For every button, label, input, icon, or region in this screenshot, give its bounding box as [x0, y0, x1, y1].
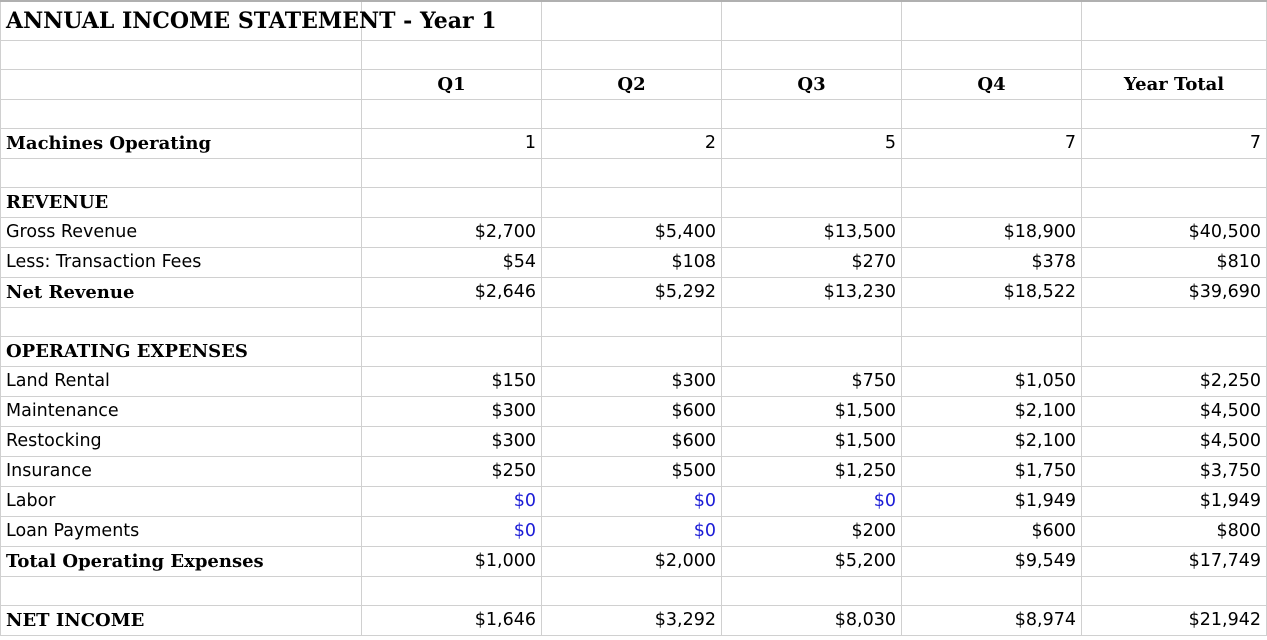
value-cell[interactable]: $8,030: [722, 606, 902, 636]
cell[interactable]: [1082, 41, 1267, 70]
cell[interactable]: [722, 577, 902, 606]
operating-expenses-heading-row: [1, 337, 1267, 367]
section-heading[interactable]: REVENUE: [1, 188, 362, 218]
value-cell[interactable]: $300: [362, 397, 542, 427]
value-cell[interactable]: $810: [1082, 248, 1267, 278]
blank-row: [1, 100, 1267, 129]
value-cell[interactable]: $800: [1082, 517, 1267, 547]
column-header-q1[interactable]: Q1: [362, 70, 542, 100]
value-cell[interactable]: $3,292: [542, 606, 722, 636]
value-cell[interactable]: $250: [362, 457, 542, 487]
cell[interactable]: [1, 159, 362, 188]
cell[interactable]: [542, 41, 722, 70]
value-cell[interactable]: $150: [362, 367, 542, 397]
row-label[interactable]: Land Rental: [1, 367, 362, 397]
cell[interactable]: [902, 308, 1082, 337]
value-cell[interactable]: $3,750: [1082, 457, 1267, 487]
value-cell[interactable]: $600: [542, 427, 722, 457]
row-label[interactable]: Gross Revenue: [1, 218, 362, 248]
row-label[interactable]: Maintenance: [1, 397, 362, 427]
cell[interactable]: [902, 100, 1082, 129]
value-cell[interactable]: $1,500: [722, 427, 902, 457]
value-cell[interactable]: $1,646: [362, 606, 542, 636]
value-cell[interactable]: $270: [722, 248, 902, 278]
cell[interactable]: [722, 308, 902, 337]
value-cell[interactable]: $750: [722, 367, 902, 397]
value-cell[interactable]: $600: [902, 517, 1082, 547]
table-row: [1, 427, 1267, 457]
cell[interactable]: [902, 577, 1082, 606]
cell[interactable]: [362, 337, 542, 367]
column-header-year-total[interactable]: Year Total: [1082, 70, 1267, 100]
cell[interactable]: [902, 337, 1082, 367]
section-heading[interactable]: OPERATING EXPENSES: [1, 337, 362, 367]
value-cell[interactable]: 1: [362, 129, 542, 159]
input-value-cell[interactable]: $0: [542, 487, 722, 517]
value-cell[interactable]: $300: [542, 367, 722, 397]
value-cell[interactable]: $108: [542, 248, 722, 278]
input-value-cell[interactable]: $0: [542, 517, 722, 547]
value-cell[interactable]: $5,200: [722, 547, 902, 577]
value-cell[interactable]: $2,100: [902, 427, 1082, 457]
value-cell[interactable]: $2,100: [902, 397, 1082, 427]
blank-row: [1, 41, 1267, 70]
cell[interactable]: [362, 308, 542, 337]
cell[interactable]: [902, 41, 1082, 70]
value-cell[interactable]: $4,500: [1082, 427, 1267, 457]
table-row: [1, 248, 1267, 278]
input-value-cell[interactable]: $0: [362, 487, 542, 517]
value-cell[interactable]: $5,292: [542, 278, 722, 308]
total-operating-expenses-row: [1, 547, 1267, 577]
column-header-q2[interactable]: Q2: [542, 70, 722, 100]
net-revenue-row: [1, 278, 1267, 308]
value-cell[interactable]: 5: [722, 129, 902, 159]
value-cell[interactable]: $1,949: [1082, 487, 1267, 517]
cell[interactable]: [542, 159, 722, 188]
cell[interactable]: [902, 1, 1082, 41]
value-cell[interactable]: $8,974: [902, 606, 1082, 636]
column-header-row: [1, 70, 1267, 100]
table-row: [1, 517, 1267, 547]
cell[interactable]: [722, 41, 902, 70]
cell[interactable]: [1082, 577, 1267, 606]
value-cell[interactable]: $18,900: [902, 218, 1082, 248]
cell[interactable]: [902, 188, 1082, 218]
row-label[interactable]: Insurance: [1, 457, 362, 487]
blank-row: [1, 159, 1267, 188]
cell[interactable]: [1082, 308, 1267, 337]
column-header-q4[interactable]: Q4: [902, 70, 1082, 100]
value-cell[interactable]: $2,250: [1082, 367, 1267, 397]
cell[interactable]: [1, 70, 362, 100]
cell[interactable]: [542, 308, 722, 337]
title-row: [1, 1, 1267, 41]
row-label[interactable]: Machines Operating: [1, 129, 362, 159]
cell[interactable]: [1, 41, 362, 70]
cell[interactable]: [542, 577, 722, 606]
cell[interactable]: [542, 100, 722, 129]
value-cell[interactable]: 7: [902, 129, 1082, 159]
cell[interactable]: [1082, 159, 1267, 188]
table-row: [1, 397, 1267, 427]
row-label[interactable]: Less: Transaction Fees: [1, 248, 362, 278]
value-cell[interactable]: $40,500: [1082, 218, 1267, 248]
value-cell[interactable]: $2,000: [542, 547, 722, 577]
cell[interactable]: [1082, 100, 1267, 129]
cell[interactable]: [542, 337, 722, 367]
column-header-q3[interactable]: Q3: [722, 70, 902, 100]
cell[interactable]: [362, 100, 542, 129]
cell[interactable]: [722, 159, 902, 188]
cell[interactable]: [542, 1, 722, 41]
value-cell[interactable]: $39,690: [1082, 278, 1267, 308]
cell[interactable]: [722, 337, 902, 367]
value-cell[interactable]: $600: [542, 397, 722, 427]
blank-row: [1, 577, 1267, 606]
value-cell[interactable]: $378: [902, 248, 1082, 278]
cell[interactable]: [1, 577, 362, 606]
cell[interactable]: [362, 188, 542, 218]
cell[interactable]: [722, 188, 902, 218]
cell[interactable]: [1082, 337, 1267, 367]
value-cell[interactable]: $18,522: [902, 278, 1082, 308]
value-cell[interactable]: $1,750: [902, 457, 1082, 487]
cell[interactable]: [1082, 1, 1267, 41]
cell[interactable]: [362, 41, 542, 70]
row-label[interactable]: Net Revenue: [1, 278, 362, 308]
cell[interactable]: [362, 577, 542, 606]
row-label[interactable]: Loan Payments: [1, 517, 362, 547]
value-cell[interactable]: $300: [362, 427, 542, 457]
table-row: [1, 457, 1267, 487]
value-cell[interactable]: $4,500: [1082, 397, 1267, 427]
cell[interactable]: [722, 1, 902, 41]
value-cell[interactable]: $54: [362, 248, 542, 278]
value-cell[interactable]: $5,400: [542, 218, 722, 248]
value-cell[interactable]: $1,000: [362, 547, 542, 577]
row-label[interactable]: NET INCOME: [1, 606, 362, 636]
value-cell[interactable]: $2,646: [362, 278, 542, 308]
input-value-cell[interactable]: $0: [722, 487, 902, 517]
table-row: [1, 218, 1267, 248]
value-cell[interactable]: 2: [542, 129, 722, 159]
table-row: [1, 367, 1267, 397]
value-cell[interactable]: $200: [722, 517, 902, 547]
value-cell[interactable]: $500: [542, 457, 722, 487]
value-cell[interactable]: $1,050: [902, 367, 1082, 397]
cell[interactable]: [542, 188, 722, 218]
value-cell[interactable]: $1,250: [722, 457, 902, 487]
value-cell[interactable]: $2,700: [362, 218, 542, 248]
cell[interactable]: [1082, 188, 1267, 218]
table-row: [1, 487, 1267, 517]
value-cell[interactable]: $17,749: [1082, 547, 1267, 577]
revenue-heading-row: [1, 188, 1267, 218]
cell[interactable]: [362, 159, 542, 188]
row-label[interactable]: Total Operating Expenses: [1, 547, 362, 577]
cell[interactable]: [902, 159, 1082, 188]
cell[interactable]: [722, 100, 902, 129]
value-cell[interactable]: $21,942: [1082, 606, 1267, 636]
value-cell[interactable]: $1,500: [722, 397, 902, 427]
machines-operating-row: [1, 129, 1267, 159]
value-cell[interactable]: 7: [1082, 129, 1267, 159]
row-label[interactable]: Labor: [1, 487, 362, 517]
value-cell[interactable]: $13,230: [722, 278, 902, 308]
blank-row: [1, 308, 1267, 337]
statement-title[interactable]: ANNUAL INCOME STATEMENT - Year 1: [1, 1, 362, 41]
value-cell[interactable]: $9,549: [902, 547, 1082, 577]
cell[interactable]: [1, 100, 362, 129]
row-label[interactable]: Restocking: [1, 427, 362, 457]
value-cell[interactable]: $1,949: [902, 487, 1082, 517]
cell[interactable]: [1, 308, 362, 337]
value-cell[interactable]: $13,500: [722, 218, 902, 248]
input-value-cell[interactable]: $0: [362, 517, 542, 547]
net-income-row: [1, 606, 1267, 636]
